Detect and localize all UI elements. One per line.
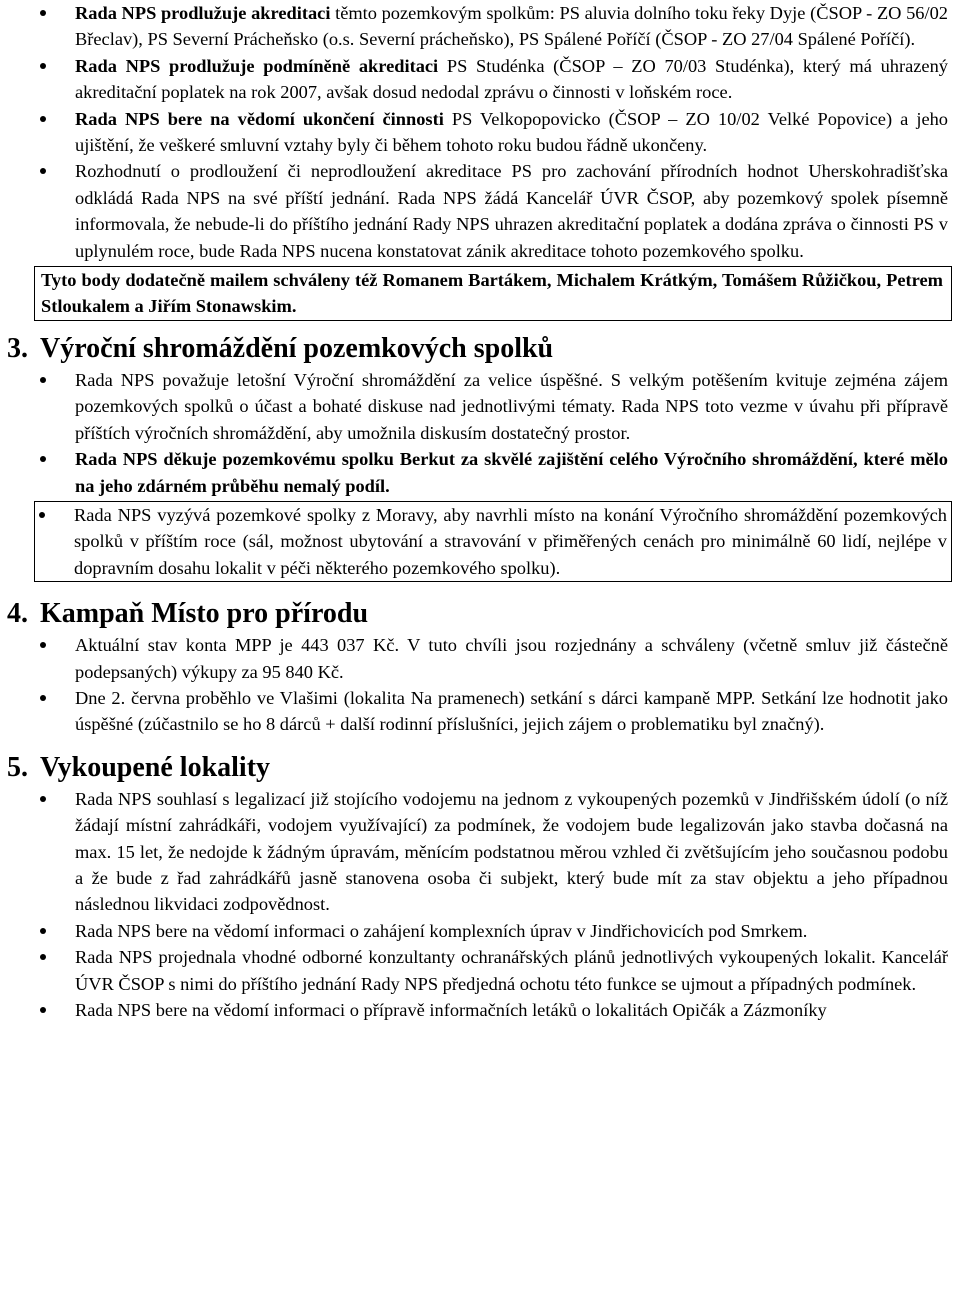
bullet-bold-text: Rada NPS bere na vědomí ukončení činnosti	[75, 108, 444, 129]
bullet-bold-text: Rada NPS prodlužuje podmíněně akreditaci	[75, 55, 439, 76]
approval-note: Tyto body dodatečně mailem schváleny též Romanem Bartákem, Michalem Krátkým, Tomášem Růžičkou, Petrem Stloukalem a Jiřím Stonawskim.	[34, 266, 952, 321]
bullet-text: Rada NPS souhlasí s legalizací již stojícího vodojemu na jednom z vykoupených pozemků v Jindřišském údolí (o níž žádají místní zahrádkáři, vodojem využívající) za podmínek, že vodojem bude legalizován jako stavba dočasná na max. 15 let, že nedojde k žádným úpravám, měnícím podstatnou měrou vzhled či zvětšujícím jeho současnou podobu a že bude z řad zahrádkářů jasně stanovena osoba či subjekt, který bude mít za stav objektu a jeho případnou následnou likvidaci zodpovědnost.	[75, 788, 948, 915]
bullet-item	[0, 685, 960, 738]
section-3-heading	[0, 333, 960, 365]
bullet-text: Rada NPS bere na vědomí informaci o přípravě informačních letáků o lokalitách Opičák a Zázmoníky	[75, 1000, 827, 1020]
bullet-text: PS Studénka (ČSOP – ZO 70/03 Studénka), který má uhrazený akreditační poplatek na rok 2007, avšak dosud nedodal zprávu o činnosti v loňském roce.	[75, 55, 948, 103]
bullet-item	[35, 502, 951, 581]
section-3-boxed-list	[35, 502, 951, 581]
bullet-text: Rozhodnutí o prodloužení či neprodloužení akreditace PS pro zachování přírodních hodnot Uherskohradišťska odkládá Rada NPS na své příští jednání. Rada NPS žádá Kancelář ÚVR ČSOP, aby pozemkový spolek písemně informovala, že nebude-li do příštího jednání Rady NPS uhrazen akreditační poplatek a dodána zpráva o činnosti PS v uplynulém roce, bude Rada NPS nucena konstatovat zánik akreditace tohoto pozemkového spolku.	[75, 161, 948, 261]
section-5-list	[0, 786, 960, 1024]
section-3-title: Výroční shromáždění pozemkových spolků	[40, 332, 554, 364]
bullet-item	[0, 0, 960, 53]
bullet-item	[0, 367, 960, 446]
bullet-item	[0, 106, 960, 159]
bullet-text: Rada NPS považuje letošní Výroční shromáždění za velice úspěšné. S velkým potěšením kvituje zejména zájem pozemkových spolků o účast a bohaté diskuse nad jednotlivými tématy. Rada NPS toto vezme v úvahu při přípravě příštích výročních shromáždění, aby umožnila diskusím dostatečný prostor.	[75, 369, 948, 443]
bullet-item	[0, 944, 960, 997]
bullet-text: Rada NPS projednala vhodné odborné konzultanty ochranářských plánů jednotlivých vykoupených lokalit. Kancelář ÚVR ČSOP s nimi do příštího jednání Rady NPS předjedná ochotu této funkce se ujmout a případných podmínek.	[75, 947, 948, 994]
bullet-text: těmto pozemkovým spolkům: PS aluvia dolního toku řeky Dyje (ČSOP - ZO 56/02 Břeclav), PS Severní Prácheňsko (o.s. Severní prácheňsko), PS Spálené Poříčí (ČSOP - ZO 27/04 Spálené Poříčí).	[75, 3, 949, 50]
bullet-bold-text: Rada NPS děkuje pozemkovému spolku Berkut za skvělé zajištění celého Výročního shromáždění, které mělo na jeho zdárném průběhu nemalý podíl.	[75, 449, 948, 496]
section-4-list	[0, 632, 960, 738]
bullet-item	[0, 158, 960, 264]
bullet-item	[0, 632, 960, 685]
bullet-text: Dne 2. června proběhlo ve Vlašimi (lokalita Na pramenech) setkání s dárci kampaně MPP. Setkání lze hodnotit jako úspěšné (zúčastnilo se ho 8 dárců + další rodinní příslušníci, jejich zájem o problematiku byl značný).	[75, 687, 948, 735]
bullet-item	[0, 997, 960, 1023]
section-3-boxed	[34, 501, 952, 582]
section-4-title: Kampaň Místo pro přírodu	[40, 598, 369, 630]
bullet-item	[0, 786, 960, 918]
section-3-list	[0, 367, 960, 499]
section-5-heading	[0, 752, 960, 784]
section-4-number: 4.	[7, 598, 28, 630]
bullet-text: Rada NPS bere na vědomí informaci o zahájení komplexních úprav v Jindřichovicích pod Smrkem.	[75, 920, 808, 941]
bullet-item	[0, 918, 960, 944]
bullet-bold-text: Rada NPS prodlužuje akreditaci	[75, 3, 331, 23]
bullet-item	[0, 446, 960, 499]
section-5-title: Vykoupené lokality	[40, 751, 271, 783]
bullet-item	[0, 53, 960, 106]
section-3-number: 3.	[7, 332, 28, 364]
bullet-text: PS Velkopopovicko (ČSOP – ZO 10/02 Velké Popovice) a jeho ujištění, že veškeré smluvní vztahy byly či během tohoto roku budou řádně ukončeny.	[75, 108, 948, 156]
bullet-text: Rada NPS vyzývá pozemkové spolky z Moravy, aby navrhli místo na konání Výročního shromáždění pozemkových spolků v příštím roce (sál, možnost ubytování a stravování v přiměřených cenách pro minimálně 60 lidí, nejlépe v dopravním dosahu lokalit v péči některého pozemkového spolku).	[74, 504, 947, 578]
intro-list	[0, 0, 960, 264]
section-4-heading	[0, 598, 960, 630]
section-5-number: 5.	[7, 751, 28, 783]
bullet-text: Aktuální stav konta MPP je 443 037 Kč. V tuto chvíli jsou rozjednány a schváleny (včetně smluv již částečně podepsaných) výkupy za 95 840 Kč.	[75, 635, 948, 682]
